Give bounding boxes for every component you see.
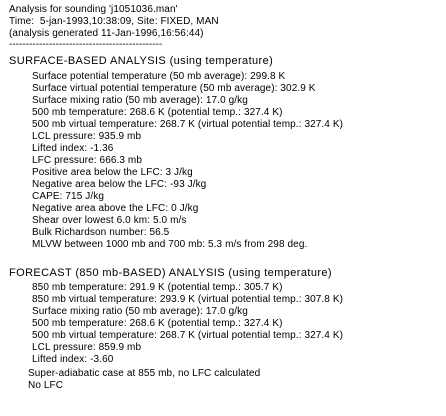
forecast-line-6: LCL pressure: 859.9 mb xyxy=(32,342,142,353)
surface-section-title: SURFACE-BASED ANALYSIS (using temperature) xyxy=(9,55,274,67)
header-line-2: Time: 5-jan-1993,10:38:09, Site: FIXED, MAN xyxy=(9,16,219,27)
surface-line-7: Lifted index: -1.36 xyxy=(32,143,114,154)
forecast-line-1: 850 mb temperature: 291.9 K (potential temp.: 305.7 K) xyxy=(32,282,283,293)
surface-line-14: Bulk Richardson number: 56.5 xyxy=(32,227,170,238)
forecast-note-no-lfc: No LFC xyxy=(28,380,64,391)
surface-line-2: Surface virtual potential temperature (50 mb average): 302.9 K xyxy=(32,83,316,94)
header-line-3: (analysis generated 11-Jan-1996,16:56:44) xyxy=(9,28,204,39)
forecast-section-title: FORECAST (850 mb-BASED) ANALYSIS (using temperature) xyxy=(9,267,332,279)
forecast-line-2: 850 mb virtual temperature: 293.9 K (virtual potential temp.: 307.8 K) xyxy=(32,294,344,305)
header-separator: ---------------------------------------------- xyxy=(9,39,163,50)
forecast-line-5: 500 mb virtual temperature: 268.7 K (virtual potential temp.: 327.4 K) xyxy=(32,330,344,341)
surface-line-11: CAPE: 715 J/kg xyxy=(32,191,104,202)
surface-line-4: 500 mb temperature: 268.6 K (potential temp.: 327.4 K) xyxy=(32,107,283,118)
forecast-line-4: 500 mb temperature: 268.6 K (potential temp.: 327.4 K) xyxy=(32,318,283,329)
surface-line-13: Shear over lowest 6.0 km: 5.0 m/s xyxy=(32,215,187,226)
surface-line-1: Surface potential temperature (50 mb average): 299.8 K xyxy=(32,71,286,82)
forecast-line-7: Lifted index: -3.60 xyxy=(32,354,114,365)
header-line-1: Analysis for sounding 'j1051036.man' xyxy=(9,4,178,15)
surface-line-12: Negative area above the LFC: 0 J/kg xyxy=(32,203,199,214)
surface-line-6: LCL pressure: 935.9 mb xyxy=(32,131,142,142)
surface-line-15: MLVW between 1000 mb and 700 mb: 5.3 m/s from 298 deg. xyxy=(32,239,308,250)
surface-line-9: Positive area below the LFC: 3 J/kg xyxy=(32,167,193,178)
surface-line-3: Surface mixing ratio (50 mb average): 17.0 g/kg xyxy=(32,95,248,106)
forecast-note-super-adiabatic: Super-adiabatic case at 855 mb, no LFC calculated xyxy=(28,368,261,379)
surface-line-10: Negative area below the LFC: -93 J/kg xyxy=(32,179,207,190)
surface-line-5: 500 mb virtual temperature: 268.7 K (virtual potential temp.: 327.4 K) xyxy=(32,119,344,130)
forecast-line-3: Surface mixing ratio (50 mb average): 17.0 g/kg xyxy=(32,306,248,317)
surface-line-8: LFC pressure: 666.3 mb xyxy=(32,155,143,166)
